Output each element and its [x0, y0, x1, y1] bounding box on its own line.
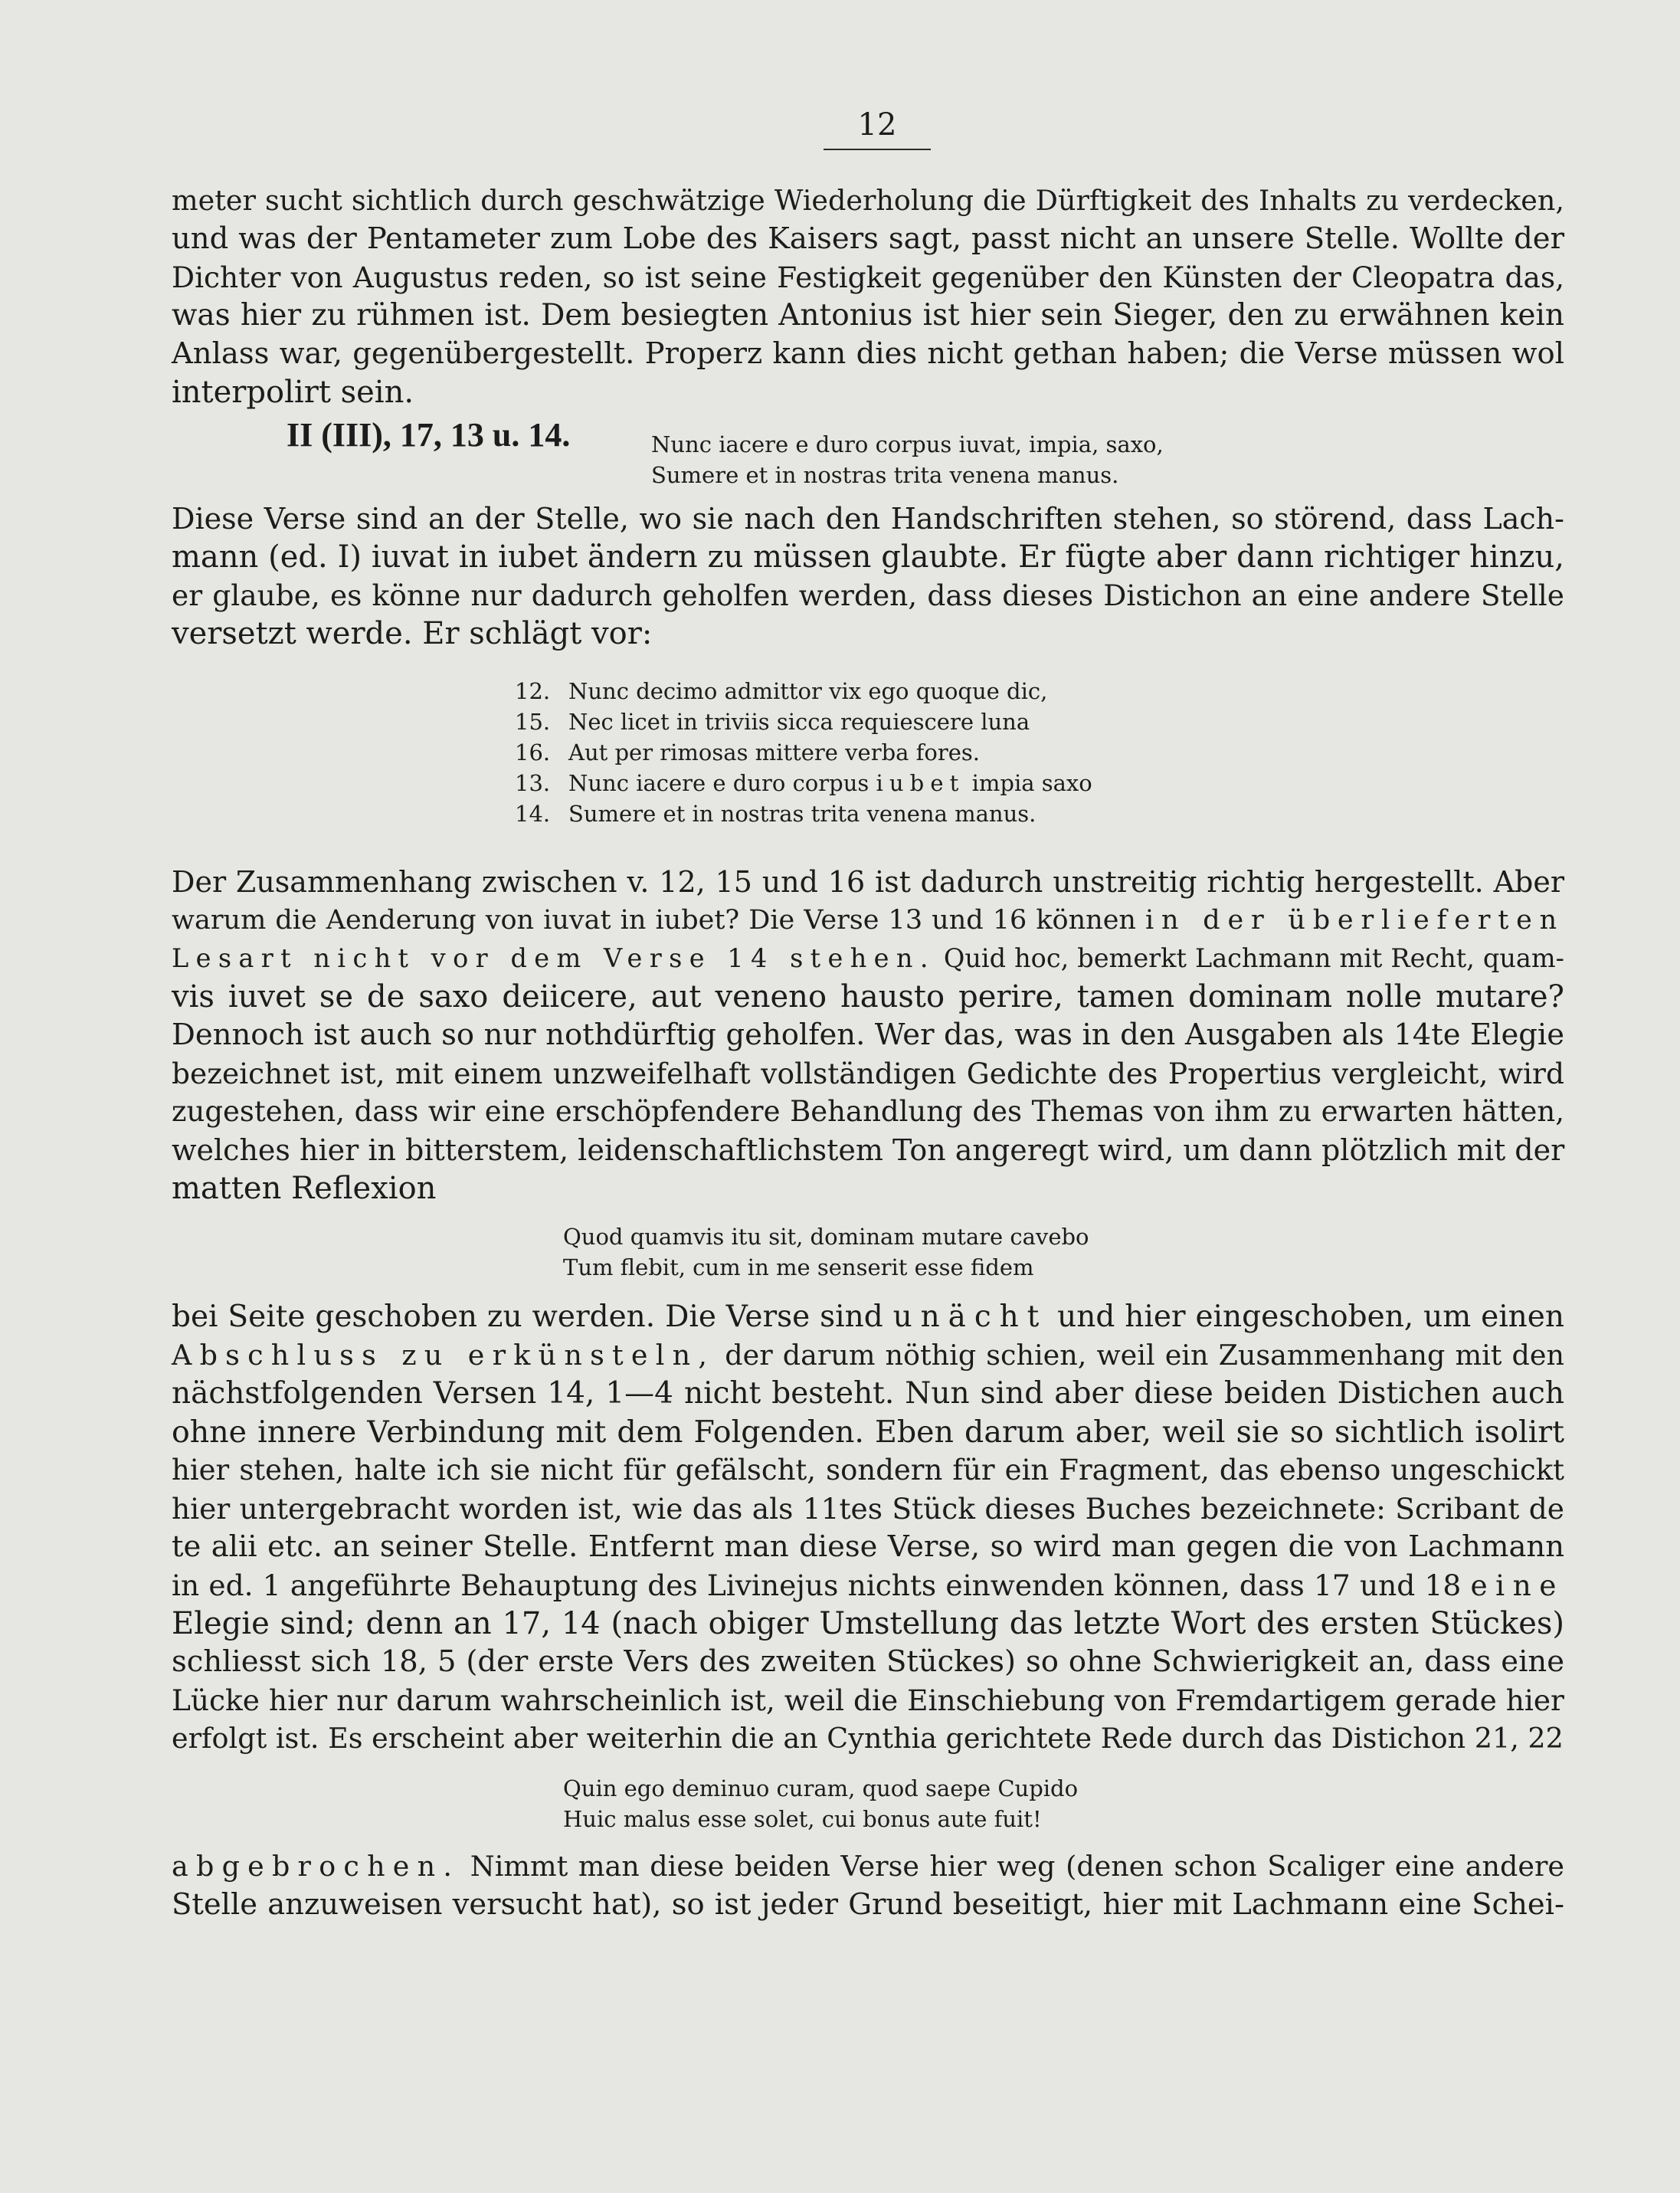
spaced-phrase: Abschluss zu erkünsteln, — [172, 1339, 716, 1372]
text-line: mann (ed. I) iuvat in iubet ändern zu müssen glaubte. Er fügte aber dann richtiger hinzu, — [172, 539, 1564, 575]
text-part: Nimmt man diese beiden Verse hier weg (denen schon Scaliger eine andere — [460, 1850, 1564, 1883]
spaced-phrase: in der überlieferten — [1145, 905, 1564, 936]
quote-line: Quin ego deminuo curam, quod saepe Cupido — [563, 1775, 1079, 1801]
verse-line — [515, 798, 1092, 829]
spaced-word: iubet — [876, 770, 965, 796]
text-line: schliesst sich 18, 5 (der erste Vers des zweiten Stückes) so ohne Schwierigkeit an, dass eine — [172, 1644, 1564, 1679]
quote-line: Nunc iacere e duro corpus iuvat, impia, saxo, — [651, 431, 1164, 457]
section-heading — [287, 412, 1574, 497]
paragraph-1 — [172, 182, 1564, 411]
quote-block — [563, 1773, 1078, 1834]
text-part: in ed. 1 angeführte Behauptung des Livinejus nichts einwenden können, dass 17 und 18 — [172, 1569, 1471, 1602]
text-line — [172, 939, 1564, 978]
heading-quote — [651, 429, 1164, 490]
quote-line: Tum flebit, cum in me senserit esse fidem — [563, 1254, 1034, 1280]
paragraph-2 — [172, 500, 1564, 653]
verse-text: Aut per rimosas mittere verba fores. — [568, 739, 980, 765]
text-line: Der Zusammenhang zwischen v. 12, 15 und 16 ist dadurch unstreitig richtig hergestellt. Aber — [172, 865, 1564, 899]
verse-text-part: impia saxo — [964, 770, 1092, 796]
verse-number: 14. — [515, 801, 551, 827]
verse-number: 16. — [515, 739, 551, 765]
text-line: versetzt werde. Er schlägt vor: — [172, 616, 653, 651]
text-line — [172, 1298, 1564, 1336]
text-line: interpolirt sein. — [172, 375, 414, 410]
quote-line: Quod quamvis itu sit, dominam mutare cavebo — [563, 1224, 1089, 1250]
verse-number: 12. — [515, 678, 551, 704]
verse-text: Nunc decimo admittor vix ego quoque dic, — [568, 678, 1048, 704]
text-line: hier stehen, halte ich sie nicht für gefälscht, sondern für ein Fragment, das ebenso ungeschickt — [172, 1454, 1564, 1487]
text-line: Lücke hier nur darum wahrscheinlich ist, weil die Einschiebung von Fremdartigem gerade hier — [172, 1683, 1564, 1717]
verse-number: 15. — [515, 709, 551, 735]
text-line — [172, 901, 1564, 939]
text-line: er glaube, es könne nur dadurch geholfen werden, dass dieses Distichon an eine andere Stelle — [172, 579, 1564, 612]
text-line: zugestehen, dass wir eine erschöpfendere Behandlung des Themas von ihm zu erwarten hätten, — [172, 1095, 1564, 1128]
quote-line: Sumere et in nostras trita venena manus. — [651, 462, 1119, 488]
verse-text-part: Nunc iacere e duro corpus — [568, 770, 876, 796]
text-line — [172, 1566, 1564, 1605]
quote-line: Huic malus esse solet, cui bonus aute fuit! — [563, 1806, 1042, 1832]
spaced-word: eine — [1470, 1569, 1564, 1602]
numbered-verse-list — [515, 676, 1092, 829]
verse-text — [568, 768, 1092, 798]
text-line: Anlass war, gegenübergestellt. Properz kann dies nicht gethan haben; die Verse müssen wol — [172, 336, 1564, 371]
text-part: Quid hoc, bemerkt Lachmann mit Recht, quam- — [935, 943, 1564, 973]
text-line: meter sucht sichtlich durch geschwätzige Wiederholung die Dürftigkeit des Inhalts zu verdecken, — [172, 184, 1564, 217]
text-line: te alii etc. an seiner Stelle. Entfernt man diese Verse, so wird man gegen die von Lachmann — [172, 1529, 1564, 1564]
verse-line — [515, 768, 1092, 798]
spaced-word: abgebrochen. — [172, 1850, 460, 1883]
verse-line — [515, 706, 1092, 737]
paragraph-4 — [172, 1298, 1564, 1758]
text-line — [172, 1336, 1564, 1375]
page-number: 12 — [857, 107, 897, 143]
text-line: was hier zu rühmen ist. Dem besiegten Antonius ist hier sein Sieger, den zu erwähnen kein — [172, 298, 1564, 333]
text-line: Dennoch ist auch so nur nothdürftig geholfen. Wer das, was in den Ausgaben als 14te Elegie — [172, 1018, 1564, 1052]
text-line: Stelle anzuweisen versucht hat), so ist jeder Grund beseitigt, hier mit Lachmann eine Schei- — [172, 1887, 1564, 1922]
text-line: matten Reflexion — [172, 1171, 437, 1206]
verse-line — [515, 676, 1092, 706]
text-part: bei Seite geschoben zu werden. Die Verse sind — [172, 1300, 893, 1334]
text-part: warum die Aenderung von iuvat in iubet? Die Verse 13 und 16 können — [172, 905, 1146, 936]
page-number-rule — [824, 149, 931, 150]
text-line: nächstfolgenden Versen 14, 1—4 nicht besteht. Nun sind aber diese beiden Distichen auch — [172, 1376, 1564, 1411]
text-line: bezeichnet ist, mit einem unzweifelhaft vollständigen Gedichte des Propertius vergleicht, wird — [172, 1057, 1564, 1090]
verse-text: Sumere et in nostras trita venena manus. — [568, 801, 1036, 827]
text-line: welches hier in bitterstem, leidenschaftlichstem Ton angeregt wird, um dann plötzlich mit der — [172, 1133, 1565, 1167]
text-line: vis iuvet se de saxo deiicere, aut veneno hausto perire, tamen dominam nolle mutare? — [172, 979, 1564, 1015]
text-line: und was der Pentameter zum Lobe des Kaisers sagt, passt nicht an unsere Stelle. Wollte der — [172, 221, 1564, 256]
spaced-phrase: Lesart nicht vor dem Verse 14 stehen. — [172, 943, 935, 973]
text-part: und hier eingeschoben, um einen — [1047, 1300, 1564, 1334]
text-line: Dichter von Augustus reden, so ist seine Festigkeit gegenüber den Künsten der Cleopatra das, — [172, 261, 1564, 294]
text-line: Diese Verse sind an der Stelle, wo sie nach den Handschriften stehen, so störend, dass Lach- — [172, 502, 1564, 536]
paragraph-5 — [172, 1847, 1564, 1924]
paragraph-3 — [172, 863, 1564, 1208]
verse-line — [515, 737, 1092, 768]
spaced-word: unächt — [892, 1300, 1048, 1334]
quote-block — [563, 1221, 1089, 1283]
text-line: erfolgt ist. Es erscheint aber weiterhin die an Cynthia gerichtete Rede durch das Distichon 21, 22 — [172, 1722, 1564, 1755]
text-line: Elegie sind; denn an 17, 14 (nach obiger Umstellung das letzte Wort des ersten Stückes) — [172, 1606, 1564, 1641]
text-line: ohne innere Verbindung mit dem Folgenden. Eben darum aber, weil sie so sichtlich isolirt — [172, 1414, 1564, 1450]
text-part: der darum nöthig schien, weil ein Zusammenhang mit den — [715, 1339, 1564, 1372]
verse-reference: II (III), 17, 13 u. 14. — [287, 416, 571, 454]
text-line — [172, 1847, 1564, 1886]
text-line: hier untergebracht worden ist, wie das als 11tes Stück dieses Buches bezeichnete: Scribant de — [172, 1492, 1564, 1526]
verse-number: 13. — [515, 770, 551, 796]
verse-text: Nec licet in triviis sicca requiescere luna — [568, 709, 1030, 735]
